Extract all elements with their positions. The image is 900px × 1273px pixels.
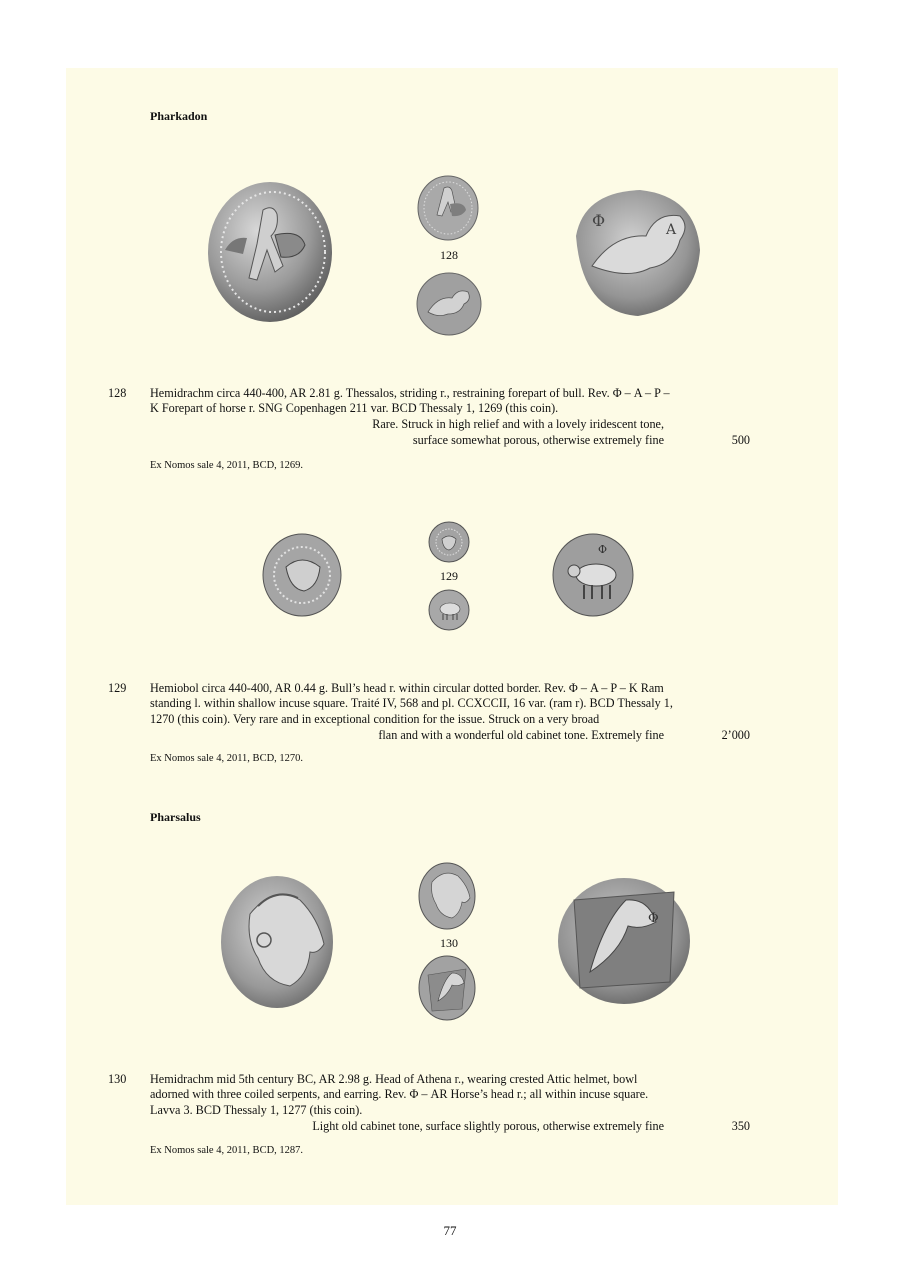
- lot-130-desc-line-2: adorned with three coiled serpents, and earring. Rev. Φ – AR Horse’s head r.; all within incuse square.: [150, 1087, 649, 1102]
- coin-129-obverse-small: [428, 521, 470, 563]
- lot-129-number: 129: [108, 681, 127, 695]
- lot-129-figure-label: 129: [440, 569, 458, 583]
- coin-130-obverse-large: [220, 874, 334, 1010]
- coin-129-obverse-large: [262, 533, 342, 617]
- lot-130-remark-line: Light old cabinet tone, surface slightly porous, otherwise extremely fine: [312, 1119, 664, 1133]
- lot-128-desc-line-2: K Forepart of horse r. SNG Copenhagen 211 var. BCD Thessaly 1, 1269 (this coin).: [150, 401, 559, 416]
- coin-129-reverse-large: [552, 533, 634, 617]
- coin-128-obverse-small: [416, 174, 480, 242]
- page-number: 77: [443, 1223, 457, 1238]
- lot-129-desc-line-2: standing l. within shallow incuse square. Traité IV, 568 and pl. CCXCCII, 16 var. (ram r). BCD Thessaly 1,: [150, 696, 673, 711]
- lot-128-remark-line-2: surface somewhat porous, otherwise extremely fine: [412, 433, 664, 447]
- coin-129-reverse-small: [428, 589, 470, 631]
- lot-129-price: 2’000: [721, 728, 750, 742]
- lot-129-description: [150, 681, 750, 712]
- lot-128-remark-line-1: Rare. Struck in high relief and with a lovely iridescent tone,: [372, 417, 664, 431]
- lot-129-desc-line-1: Hemiobol circa 440-400, AR 0.44 g. Bull’s head r. within circular dotted border. Rev. Φ – A – P – K Ram: [150, 681, 664, 695]
- lot-130-price: 350: [731, 1119, 750, 1133]
- lot-129-provenance: Ex Nomos sale 4, 2011, BCD, 1270.: [150, 753, 304, 764]
- svg-text:Φ: Φ: [592, 211, 606, 230]
- lot-130-figure-label: 130: [440, 936, 458, 950]
- lot-128-figure-label: 128: [440, 248, 458, 262]
- section-heading-pharsalus: Pharsalus: [150, 810, 201, 824]
- lot-130-provenance: Ex Nomos sale 4, 2011, BCD, 1287.: [150, 1145, 304, 1156]
- lot-128-desc-line-1: Hemidrachm circa 440-400, AR 2.81 g. Thessalos, striding r., restraining forepart of bull. Rev. Φ – A – P –: [150, 386, 670, 400]
- lot-128-price: 500: [731, 433, 750, 447]
- lot-130-desc-line-3: Lavva 3. BCD Thessaly 1, 1277 (this coin).: [150, 1102, 363, 1117]
- svg-text:Φ: Φ: [648, 911, 659, 926]
- lot-128-provenance: Ex Nomos sale 4, 2011, BCD, 1269.: [150, 460, 304, 471]
- coin-128-reverse-small: [416, 272, 482, 336]
- coin-128-obverse-large: [205, 180, 335, 325]
- svg-text:A: A: [666, 222, 677, 238]
- lot-128-number: 128: [108, 386, 127, 400]
- coin-128-reverse-large: [566, 186, 702, 320]
- coin-130-obverse-small: [418, 862, 476, 930]
- svg-text:Φ: Φ: [598, 543, 608, 556]
- lot-129-desc-line-3: 1270 (this coin). Very rare and in exceptional condition for the issue. Struck on a very broad: [150, 712, 600, 726]
- lot-128-description: [150, 386, 750, 417]
- lot-130-number: 130: [108, 1072, 127, 1086]
- lot-130-desc-line-1: Hemidrachm mid 5th century BC, AR 2.98 g. Head of Athena r., wearing crested Attic helmet, bowl: [150, 1072, 638, 1086]
- coin-130-reverse-large: [556, 876, 692, 1006]
- lot-130-description: [150, 1072, 750, 1118]
- lot-129-remark-line: flan and with a wonderful old cabinet tone. Extremely fine: [378, 728, 664, 742]
- coin-130-reverse-small: [418, 955, 476, 1021]
- section-heading-pharkadon: Pharkadon: [150, 109, 208, 123]
